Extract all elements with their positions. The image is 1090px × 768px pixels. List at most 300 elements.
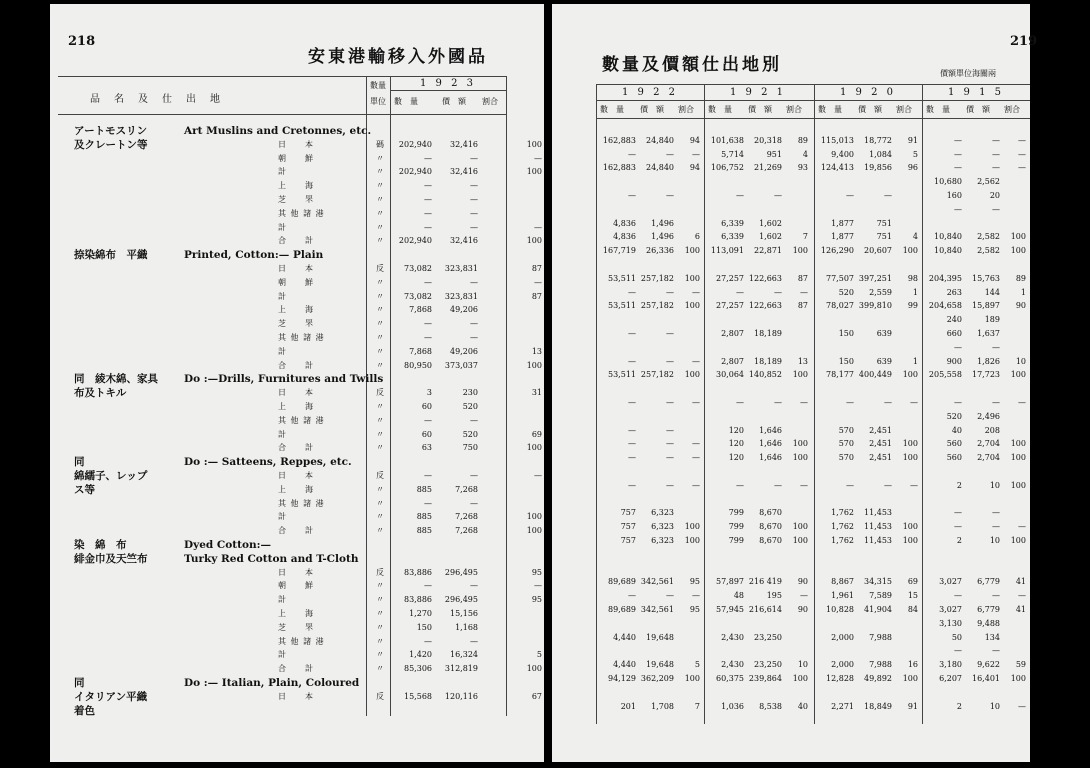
page-title-right: 數量及價額仕出地別	[602, 55, 782, 75]
pct-cell: 5	[694, 660, 700, 670]
value-cell: 7,268	[455, 512, 478, 522]
pct-cell: —	[692, 287, 700, 297]
value-cell: —	[774, 398, 782, 407]
table-row	[50, 497, 544, 511]
value-cell: —	[666, 398, 674, 407]
table-row	[552, 589, 1030, 603]
table-row	[552, 341, 1030, 355]
pct-cell: 7	[802, 232, 808, 242]
ja-cell: 着色	[74, 704, 95, 717]
value-cell: 2,704	[977, 453, 1000, 463]
dest-cell: 合 計	[278, 526, 314, 536]
value-cell: 16,401	[972, 674, 1000, 683]
pct-cell: 7	[694, 701, 700, 711]
value-cell: 1,646	[759, 425, 782, 435]
table-row	[552, 506, 1030, 520]
qty-cell: 83,886	[404, 595, 432, 605]
value-cell: 9,488	[977, 618, 1000, 628]
pct-cell: 93	[797, 163, 808, 173]
val-subheader: 價 額	[748, 105, 772, 114]
dest-cell: 朝 鮮	[278, 277, 314, 287]
dest-cell: 計	[278, 429, 287, 439]
qty-cell: 73,082	[404, 291, 432, 301]
value-cell: —	[666, 329, 674, 338]
qty-cell: 1,877	[831, 232, 854, 242]
table-row	[552, 161, 1030, 175]
unit-cell: 〃	[376, 498, 384, 508]
value-cell: 1,084	[869, 149, 892, 159]
pct-cell: 100	[1010, 246, 1026, 256]
pct-cell: 100	[684, 536, 700, 545]
qty-cell: —	[846, 398, 854, 407]
table-row	[552, 272, 1030, 286]
qty-cell: 120	[728, 453, 744, 463]
pct-cell: —	[692, 591, 700, 601]
qty-cell: —	[424, 498, 432, 508]
qty-cell: 10,680	[934, 177, 962, 187]
qty-cell: 7,868	[409, 346, 432, 356]
pct-cell: 95	[689, 577, 700, 587]
qty-cell: —	[424, 636, 432, 646]
pct-cell: 91	[907, 135, 918, 145]
value-cell: 2,496	[977, 411, 1000, 421]
table-row	[552, 644, 1030, 658]
table-row	[50, 593, 544, 607]
qty-cell: 120	[728, 439, 744, 449]
value-cell: 19,856	[864, 163, 892, 173]
ja-cell: 同 綾木綿、家具	[74, 373, 158, 386]
qty-cell: 205,558	[928, 370, 962, 380]
value-cell: 22,871	[754, 246, 782, 256]
table-row	[552, 493, 1030, 507]
pct-cell: —	[692, 480, 700, 490]
pct-cell: 100	[902, 536, 918, 545]
table-row	[50, 386, 544, 400]
qty-cell: 50	[951, 632, 962, 642]
qty-cell: —	[424, 195, 432, 204]
qty-cell: 3,027	[939, 605, 962, 614]
value-cell: 2,451	[869, 439, 892, 449]
value-cell: 20,318	[754, 135, 782, 145]
qty-cell: —	[628, 591, 636, 601]
pct-cell: 67	[531, 691, 542, 701]
qty-cell: 77,507	[826, 273, 854, 283]
value-cell: 11,453	[864, 536, 892, 545]
table-row	[552, 520, 1030, 534]
value-cell: 6,323	[651, 508, 674, 518]
dest-cell: 日 本	[278, 264, 314, 273]
qty-cell: 3,130	[939, 618, 962, 628]
qty-cell: —	[954, 591, 962, 601]
qty-cell: 78,177	[826, 370, 854, 380]
pct-cell: —	[800, 287, 808, 297]
table-row	[552, 562, 1030, 576]
table-row	[552, 617, 1030, 631]
qty-cell: 40	[951, 425, 962, 435]
qty-cell: 202,940	[398, 236, 432, 246]
qty-cell: 570	[838, 425, 854, 435]
qty-cell: —	[628, 329, 636, 338]
qty-cell: —	[628, 453, 636, 463]
qty-cell: 60,375	[716, 674, 744, 683]
value-cell: —	[470, 153, 478, 163]
value-cell: 10	[989, 536, 1000, 545]
dest-cell: 上 海	[278, 402, 314, 411]
value-cell: 140,852	[748, 370, 782, 380]
qty-cell: —	[736, 191, 744, 200]
pct-cell: 90	[797, 577, 808, 587]
ja-cell: イタリアン平織	[74, 690, 148, 703]
value-cell: 6,323	[651, 536, 674, 545]
value-cell: 1,826	[977, 356, 1000, 366]
pct-cell: —	[1018, 398, 1026, 407]
value-cell: 144	[984, 287, 1000, 297]
dest-cell: 日 本	[278, 388, 314, 398]
qty-cell: 1,270	[409, 609, 432, 618]
table-row	[552, 120, 1030, 134]
value-cell: 8,670	[759, 536, 782, 545]
unit-cell: 〃	[376, 595, 384, 605]
year-header: 1 9 2 3	[420, 78, 476, 89]
qty-cell: 115,013	[820, 135, 854, 145]
pct-cell: 100	[902, 674, 918, 683]
table-row	[552, 355, 1030, 369]
qty-cell: 4,836	[613, 232, 636, 242]
qty-cell: —	[424, 471, 432, 480]
dest-cell: 計	[278, 346, 287, 356]
qty-cell: —	[736, 480, 744, 490]
table-row	[50, 441, 544, 455]
page-number-right: 219	[1010, 34, 1038, 49]
table-row	[50, 648, 544, 662]
value-cell: 6,779	[977, 605, 1000, 614]
dest-cell: 日 本	[278, 691, 314, 701]
dest-cell: 朝 鮮	[278, 581, 314, 591]
value-cell: 15,897	[972, 301, 1000, 311]
table-row	[50, 234, 544, 248]
value-cell: —	[884, 191, 892, 200]
year-header: 1 9 2 0	[840, 87, 896, 98]
qty-cell: —	[424, 333, 432, 342]
value-cell: 15,156	[450, 609, 478, 618]
page-title-left: 安東港輸移入外國品	[308, 47, 488, 67]
table-row	[50, 676, 544, 690]
value-cell: 296,495	[444, 595, 478, 605]
table-row	[552, 175, 1030, 189]
pct-cell: —	[800, 480, 808, 490]
pct-cell: 94	[689, 163, 700, 173]
pct-cell: —	[692, 453, 700, 463]
table-row	[552, 410, 1030, 424]
dest-cell: 合 計	[278, 360, 314, 370]
qty-cell: —	[628, 287, 636, 297]
pct-cell: 59	[1015, 660, 1026, 670]
value-cell: 195	[766, 591, 782, 601]
table-row	[50, 138, 544, 152]
pct-cell: 100	[792, 674, 808, 683]
left-page	[50, 4, 544, 762]
table-row	[50, 400, 544, 414]
table-row	[50, 221, 544, 235]
value-cell: —	[666, 149, 674, 159]
ja-cell: 染 綿 布	[74, 539, 127, 551]
pct-cell: 10	[1015, 356, 1026, 366]
qty-cell: —	[424, 153, 432, 163]
pct-cell: 100	[1010, 536, 1026, 545]
value-cell: 21,269	[754, 163, 782, 173]
qty-cell: —	[628, 425, 636, 435]
pct-cell: —	[1018, 591, 1026, 601]
value-cell: —	[470, 581, 478, 591]
qty-cell: —	[954, 135, 962, 145]
qty-cell: 9,400	[831, 149, 854, 159]
qty-cell: 10,840	[934, 232, 962, 242]
value-cell: 639	[876, 329, 892, 338]
val-subheader: 價 額	[640, 105, 664, 114]
unit-cell: 〃	[376, 402, 384, 411]
qty-cell: —	[424, 208, 432, 218]
pct-cell: 100	[526, 664, 542, 674]
qty-cell: —	[628, 149, 636, 159]
qty-cell: 560	[946, 453, 962, 463]
value-cell: 11,453	[864, 522, 892, 532]
item-column-header: 品 名 及 仕 出 地	[90, 94, 222, 105]
unit-cell: 〃	[376, 195, 384, 204]
qty-cell: 2,430	[721, 660, 744, 670]
pct-cell: 89	[797, 135, 808, 145]
table-row	[552, 217, 1030, 231]
value-cell: —	[666, 425, 674, 435]
pct-cell: 100	[1010, 232, 1026, 242]
table-row	[50, 483, 544, 497]
unit-cell: 〃	[376, 167, 384, 177]
pct-cell: 100	[792, 453, 808, 463]
value-cell: 257,182	[640, 301, 674, 311]
value-cell: 16,324	[450, 650, 478, 660]
en-cell: Art Muslins and Cretonnes, etc.	[184, 125, 372, 137]
dest-cell: 芝 罘	[278, 319, 314, 329]
qty-cell: 201	[620, 701, 636, 711]
value-cell: 24,840	[646, 135, 674, 145]
value-cell: 639	[876, 356, 892, 366]
pct-cell: 69	[531, 429, 542, 439]
pct-cell: 100	[526, 236, 542, 246]
pct-cell: 100	[1010, 370, 1026, 380]
value-cell: 18,189	[754, 356, 782, 366]
value-cell: —	[470, 636, 478, 646]
value-cell: 1,168	[455, 622, 478, 632]
qty-cell: 48	[733, 591, 744, 601]
pct-cell: 100	[792, 536, 808, 545]
qty-cell: 73,082	[404, 264, 432, 273]
table-row	[552, 244, 1030, 258]
qty-cell: —	[954, 204, 962, 214]
value-cell: 32,416	[450, 167, 478, 177]
value-cell: —	[992, 508, 1000, 518]
qty-cell: 57,945	[716, 605, 744, 614]
value-cell: 2,451	[869, 453, 892, 463]
qty-cell: 2	[956, 536, 962, 545]
value-cell: —	[992, 522, 1000, 532]
table-row	[552, 465, 1030, 479]
value-cell: 312,819	[444, 664, 478, 674]
table-row	[50, 248, 544, 262]
table-row	[50, 579, 544, 593]
qty-cell: 3	[426, 388, 432, 398]
value-cell: —	[470, 208, 478, 218]
value-cell: —	[470, 498, 478, 508]
ja-cell: ス等	[74, 483, 95, 496]
value-cell: 951	[766, 149, 782, 159]
pct-cell: 99	[907, 301, 918, 311]
qty-cell: 150	[416, 622, 432, 632]
qty-cell: —	[424, 415, 432, 425]
pct-cell: 1	[912, 287, 918, 297]
pct-subheader: 割合	[1004, 105, 1020, 114]
value-cell: —	[470, 181, 478, 191]
value-cell: 120,116	[444, 691, 478, 701]
unit-cell: 〃	[376, 415, 384, 425]
value-cell: —	[666, 191, 674, 200]
value-cell: 6,779	[977, 577, 1000, 587]
pct-cell: 100	[526, 167, 542, 177]
value-cell: 8,670	[759, 508, 782, 518]
dest-cell: 其 他 諸 港	[278, 208, 325, 218]
table-row	[50, 276, 544, 290]
value-cell: —	[666, 453, 674, 463]
qty-cell: 2,000	[831, 632, 854, 642]
pct-cell: 100	[792, 522, 808, 532]
table-row	[50, 566, 544, 580]
value-cell: 323,831	[444, 291, 478, 301]
value-cell: 18,772	[864, 135, 892, 145]
unit-cell: 〃	[376, 360, 384, 370]
pct-cell: 87	[797, 273, 808, 283]
pct-cell: 1	[912, 356, 918, 366]
table-row	[50, 124, 544, 138]
value-cell: —	[992, 163, 1000, 173]
ja-cell: 緋金巾及天竺布	[74, 552, 148, 565]
pct-cell: 96	[907, 163, 918, 173]
ja-cell: 同	[74, 456, 85, 469]
qty-cell: 78,027	[826, 301, 854, 311]
unit-cell: 〃	[376, 609, 384, 618]
qty-cell: 63	[421, 443, 432, 453]
pct-cell: —	[692, 398, 700, 407]
value-cell: —	[884, 398, 892, 407]
qty-cell: —	[954, 342, 962, 352]
qty-cell: 7,868	[409, 305, 432, 315]
pct-cell: —	[800, 591, 808, 601]
ja-cell: 綿繻子、レップ	[74, 470, 148, 482]
value-cell: 8,670	[759, 522, 782, 532]
qty-cell: 1,762	[831, 522, 854, 532]
value-cell: 2,562	[977, 177, 1000, 187]
ja-cell: 同	[74, 677, 85, 689]
table-row	[552, 396, 1030, 410]
qty-subheader: 數 量	[600, 105, 624, 114]
dest-cell: 計	[278, 291, 287, 301]
value-cell: —	[666, 439, 674, 449]
dest-cell: 芝 罘	[278, 195, 314, 204]
pct-cell: 13	[531, 346, 542, 356]
value-cell: 23,250	[754, 632, 782, 642]
table-row	[552, 686, 1030, 700]
page-number-left: 218	[68, 34, 96, 49]
value-cell: 19,648	[646, 660, 674, 670]
en-cell: Do :— Italian, Plain, Coloured	[184, 677, 360, 689]
table-row	[552, 658, 1030, 672]
unit-cell: 〃	[376, 291, 384, 301]
unit-cell: 反	[376, 691, 384, 701]
qty-cell: 799	[728, 522, 744, 532]
qty-cell: 150	[838, 356, 854, 366]
value-cell: —	[470, 415, 478, 425]
pct-cell: 100	[792, 370, 808, 380]
table-row	[552, 258, 1030, 272]
qty-cell: 80,950	[404, 360, 432, 370]
val-header: 價 額	[442, 97, 466, 106]
qty-cell: —	[954, 522, 962, 532]
table-row	[50, 455, 544, 469]
pct-cell: 100	[1010, 453, 1026, 463]
table-row	[552, 327, 1030, 341]
value-cell: 1,496	[651, 218, 674, 228]
pct-cell: 98	[907, 273, 918, 283]
value-cell: 7,988	[869, 632, 892, 642]
qty-cell: 3,180	[939, 660, 962, 670]
pct-cell: 95	[531, 595, 542, 605]
value-cell: 18,189	[754, 329, 782, 338]
qty-cell: —	[954, 149, 962, 159]
table-row	[552, 575, 1030, 589]
value-cell: 11,453	[864, 508, 892, 518]
table-row	[552, 299, 1030, 313]
val-subheader: 價 額	[858, 105, 882, 114]
value-cell: 1,496	[651, 232, 674, 242]
value-cell: 10	[989, 701, 1000, 711]
qty-cell: 1,036	[721, 701, 744, 711]
value-cell: 122,663	[748, 273, 782, 283]
qty-cell: 12,828	[826, 674, 854, 683]
qty-cell: 5,714	[721, 149, 744, 159]
table-row	[50, 414, 544, 428]
value-cell: 1,602	[759, 218, 782, 228]
pct-cell: 100	[902, 246, 918, 256]
qty-cell: 101,638	[710, 135, 744, 145]
value-cell: 257,182	[640, 370, 674, 380]
pct-cell: 100	[902, 370, 918, 380]
value-cell: 1,708	[651, 701, 674, 711]
table-row	[50, 345, 544, 359]
qty-cell: 520	[946, 411, 962, 421]
pct-cell: 31	[531, 388, 542, 398]
pct-cell: —	[800, 398, 808, 407]
pct-cell: 89	[1015, 273, 1026, 283]
pct-cell: 100	[684, 246, 700, 256]
pct-cell: 100	[1010, 439, 1026, 449]
qty-cell: —	[736, 287, 744, 297]
value-cell: 520	[462, 429, 478, 439]
pct-cell: 100	[684, 370, 700, 380]
unit-cell: 〃	[376, 636, 384, 646]
qty-cell: —	[736, 398, 744, 407]
pct-cell: 100	[684, 674, 700, 683]
qty-subheader: 數 量	[818, 105, 842, 114]
pct-cell: 100	[902, 522, 918, 532]
pct-cell: 95	[531, 567, 542, 577]
table-row	[50, 621, 544, 635]
